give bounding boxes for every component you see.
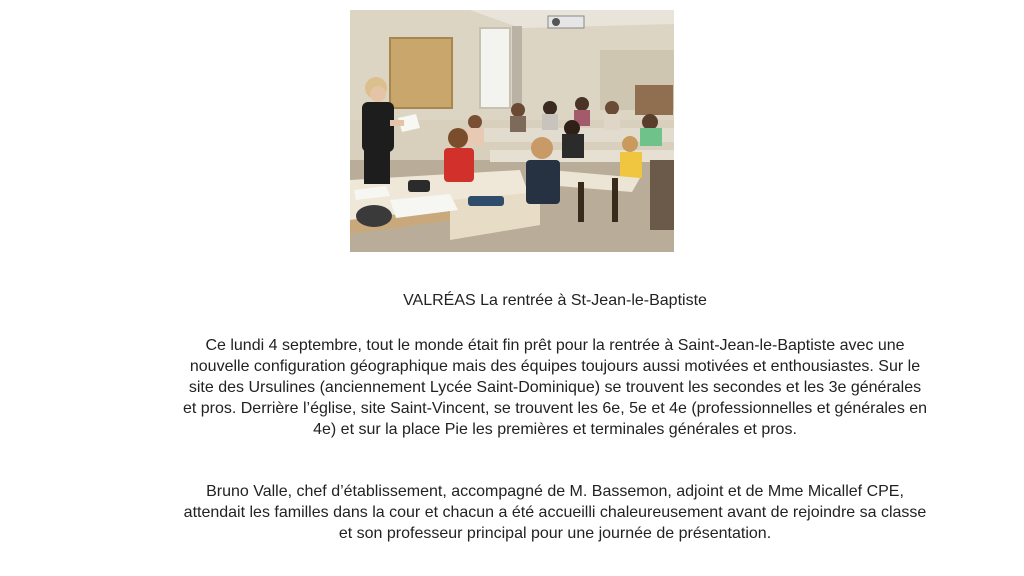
classroom-photo — [350, 10, 674, 252]
article-title: VALRÉAS La rentrée à St-Jean-le-Baptiste — [403, 292, 707, 309]
article-paragraph-1: Ce lundi 4 septembre, tout le monde était fin prêt pour la rentrée à Saint-Jean-le-Baptiste avec une nouvelle configuration géographique mais des équipes toujours aussi motivées et enthousiastes. Sur le site des Ursulines (anciennement Lycée Saint-Dominique) se trouvent les secondes et les 3e générales et pros. Derrière l’église, site Saint-Vincent, se trouvent les 6e, 5e et 4e (professionnelles et générales en 4e) et sur la place Pie les premières et terminales générales et pros. — [182, 337, 928, 438]
article-paragraph-2: Bruno Valle, chef d’établissement, accompagné de M. Bassemon, adjoint et de Mme Micallef CPE, attendait les familles dans la cour et chacun a été accueilli chaleureusement avant de rejoindre sa classe et son professeur principal pour une journée de présentation. — [183, 483, 927, 542]
